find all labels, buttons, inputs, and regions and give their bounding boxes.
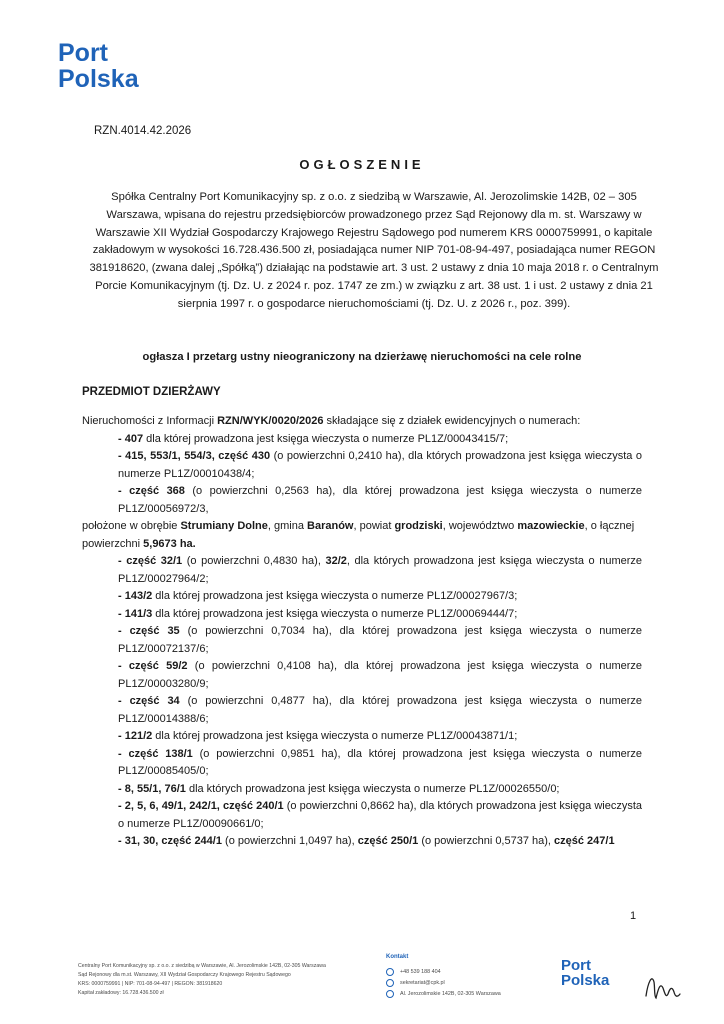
location-paragraph: położone w obrębie Strumiany Dolne, gmina Baranów, powiat grodziski, województwo mazowieckie, o łącznej powierzchni 5,9673 ha. [82, 520, 635, 550]
document-body [82, 413, 642, 851]
list-item: - część 368 (o powierzchni 0,2563 ha), dla której prowadzona jest księga wieczysta o numerze PL1Z/00056972/3, [118, 485, 642, 515]
list-item: - część 35 (o powierzchni 0,7034 ha), dla której prowadzona jest księga wieczysta o numerze PL1Z/00072137/6; [118, 625, 643, 655]
list-item: - część 59/2 (o powierzchni 0,4108 ha), dla której prowadzona jest księga wieczysta o numerze PL1Z/00003280/9; [118, 660, 643, 690]
list-item: - 31, 30, część 244/1 (o powierzchni 1,0497 ha), część 250/1 (o powierzchni 0,5737 ha), część 247/1 [118, 835, 615, 847]
contact-phone: +48 539 188 404 [400, 968, 441, 975]
lead-reference: RZN/WYK/0020/2026 [217, 415, 324, 427]
list-item: - 8, 55/1, 76/1 dla których prowadzona jest księga wieczysta o numerze PL1Z/00026550/0; [118, 782, 560, 795]
list-item: - 121/2 dla której prowadzona jest księga wieczysta o numerze PL1Z/00043871/1; [118, 730, 518, 742]
pin-icon [386, 990, 394, 998]
contact-email: sekretariat@cpk.pl [400, 979, 445, 986]
list-item: - 141/3 dla której prowadzona jest księga wieczysta o numerze PL1Z/00069444/7; [118, 607, 518, 620]
phone-icon [386, 968, 394, 976]
handwritten-initials [640, 968, 690, 1004]
intro-paragraph: Spółka Centralny Port Komunikacyjny sp. z o.o. z siedzibą w Warszawie, Al. Jerozolimskie 142B, 02 – 305 Warszawa, wpisana do rejestru przedsiębiorców prowadzonego przez Sąd Rejonowy dla m. st. Warszawy w Warszawie XII Wydział Gospodarczy Krajowego Rejestru Sądowego pod numerem KRS 0000759991, o kapitale zakładowym w wysokości 16.728.436.500 zł, posiadająca numer NIP 701-08-94-497, posiadająca numer REGON 381918620, (zwana dalej „Spółką”) działając na podstawie art. 3 ust. 2 ustawy z dnia 10 maja 2018 r. o Centralnym Porcie Komunikacyjnym (tj. Dz. U. z 2024 r. poz. 1747 ze zm.) w związku z art. 38 ust. 1 i ust. 2 ustawy z dnia 21 sierpnia 1997 r. o gospodarce nieruchomościami (tj. Dz. U. z 2026 r., poz. 399). [89, 191, 659, 310]
reference-number: RZN.4014.42.2026 [94, 125, 192, 137]
footer-line: KRS: 0000759991 | NIP: 701-08-94-497 | REGON: 381918620 [78, 981, 223, 987]
footer-company-info [78, 962, 326, 998]
footer-logo-line-1: Port [561, 957, 591, 974]
lead-paragraph: Nieruchomości z Informacji RZN/WYK/0020/2026 składające się z działek ewidencyjnych o numerach: [82, 415, 581, 427]
list-item: - część 138/1 (o powierzchni 0,9851 ha), dla której prowadzona jest księga wieczysta o numerze PL1Z/00085405/0; [118, 747, 643, 777]
footer-line: Sąd Rejonowy dla m.st. Warszawy, XII Wydział Gospodarczy Krajowego Rejestru Sądowego [78, 972, 291, 978]
logo-line-1: Port [58, 39, 108, 67]
footer-line: Centralny Port Komunikacyjny sp. z o.o. z siedzibą w Warszawie, Al. Jerozolimskie 142B, 02-305 Warszawa [78, 963, 326, 969]
page-number: 1 [630, 910, 637, 922]
footer-logo-line-2: Polska [561, 972, 610, 989]
list-item: - 415, 553/1, 554/3, część 430 (o powierzchni 0,2410 ha), dla których prowadzona jest księga wieczysta o numerze PL1Z/00010438/4; [118, 450, 642, 480]
footer-contact [386, 954, 501, 999]
list-item: - 407 dla której prowadzona jest księga wieczysta o numerze PL1Z/00043415/7; [118, 432, 509, 445]
footer-line: Kapitał zakładowy: 16.728.436.500 zł [78, 990, 164, 996]
list-item: - 143/2 dla której prowadzona jest księga wieczysta o numerze PL1Z/00027967/3; [118, 590, 518, 602]
mail-icon [386, 979, 394, 987]
announcement: ogłasza I przetarg ustny nieograniczony na dzierżawę nieruchomości na cele rolne [142, 351, 582, 363]
list-item: - część 32/1 (o powierzchni 0,4830 ha), 32/2, dla których prowadzona jest księga wieczysta o numerze PL1Z/00027964/2; [118, 555, 643, 585]
document-heading: OGŁOSZENIE [299, 157, 425, 172]
section-title: PRZEDMIOT DZIERŻAWY [82, 386, 221, 398]
logo-line-2: Polska [58, 65, 139, 93]
contact-address: Al. Jerozolimskie 142B, 02-305 Warszawa [400, 990, 501, 997]
list-item: - część 34 (o powierzchni 0,4877 ha), dla której prowadzona jest księga wieczysta o numerze PL1Z/00014388/6; [118, 695, 643, 725]
list-item: - 2, 5, 6, 49/1, 242/1, część 240/1 (o powierzchni 0,8662 ha), dla których prowadzona jest księga wieczysta o numerze PL1Z/00090661/0; [118, 800, 643, 830]
logo [58, 40, 139, 92]
contact-label: Kontakt [386, 954, 409, 960]
footer-logo [561, 958, 609, 988]
